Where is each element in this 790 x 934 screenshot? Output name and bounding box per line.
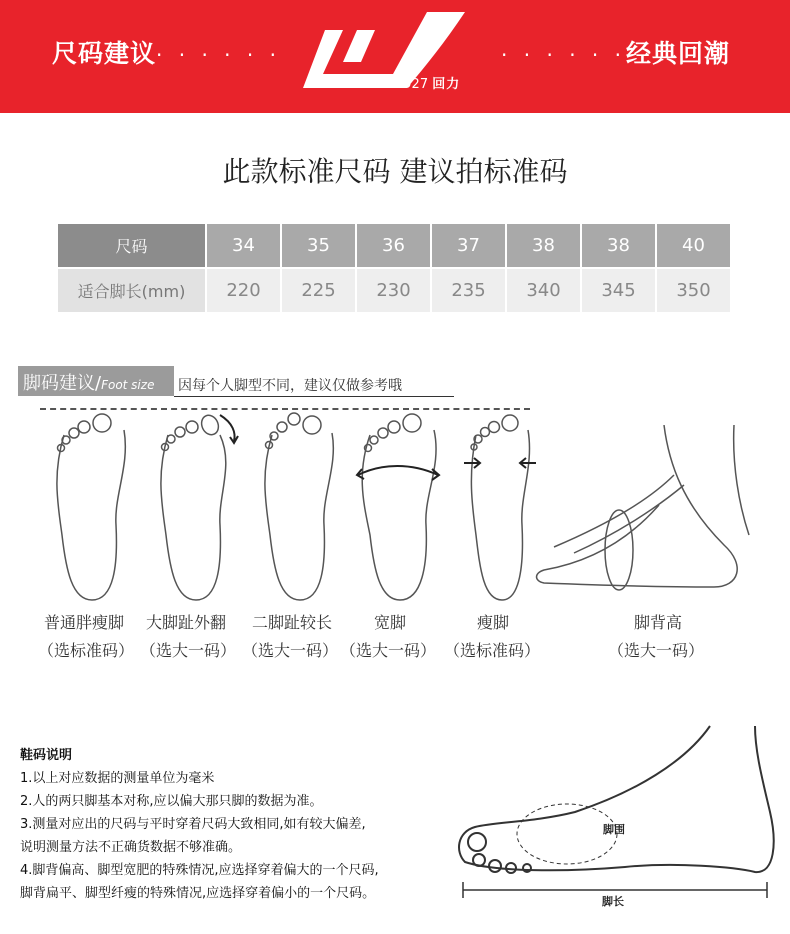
note-line: 脚背扁平、脚型纤瘦的特殊情况,应选择穿着偏小的一个尺码。 [20,886,376,901]
foot-type-name: 普通胖瘦脚 [44,613,125,632]
length-cell: 340 [506,268,581,312]
logo-year: 1927 [395,77,429,92]
size-cell: 37 [431,224,506,268]
foot-type-advice: （选大一码） [340,641,437,660]
classic-retro-heading: 经典回潮 [625,39,730,68]
foot-type-name: 宽脚 [374,613,407,632]
normal-foot-icon [44,405,136,605]
foot-type-advice: （选大一码） [608,641,705,660]
logo-caption [395,73,460,92]
size-cell: 40 [656,224,731,268]
size-header: 尺码 [58,224,206,268]
note-line: 2.人的两只脚基本对称,应以偏大那只脚的数据为准。 [20,794,323,809]
size-notes [20,744,379,905]
foot-length-row [58,268,731,312]
foot-type-name: 瘦脚 [477,613,510,632]
size-cell: 38 [506,224,581,268]
logo-brand: 回力 [432,77,461,92]
size-chart-table [58,224,732,312]
foot-type-name: 脚背高 [634,613,683,632]
banner-right-title [501,34,730,70]
foot-type-advice: （选大一码） [242,641,339,660]
decorative-dots: · · · · · · [156,43,281,67]
note-line: 4.脚背偏高、脚型宽肥的特殊情况,应选择穿着偏大的一个尺码, [20,863,379,878]
size-cell: 34 [206,224,281,268]
page-title: 此款标准尺码 建议拍标准码 [222,155,568,188]
length-cell: 220 [206,268,281,312]
high-instep-foot-icon [534,425,754,600]
foot-type-advice: （选大一码） [140,641,237,660]
length-cell: 350 [656,268,731,312]
size-row [58,224,731,268]
girth-label: 脚围 [603,823,625,836]
advice-label-cn: 脚码建议/ [23,373,102,394]
size-cell: 36 [356,224,431,268]
wide-foot-icon [352,405,444,605]
advice-label [23,369,154,395]
size-cell: 35 [281,224,356,268]
foot-size-advice-tag [18,366,174,396]
foot-type-advice: （选标准码） [444,641,541,660]
size-cell: 38 [581,224,656,268]
bunion-foot-icon [148,405,240,605]
narrow-foot-icon [454,405,546,605]
size-advice-heading: 尺码建议 [52,39,157,68]
note-line: 说明测量方法不正确货数据不够准确。 [20,840,242,855]
foot-type-name: 大脚趾外翻 [146,613,227,632]
decorative-dots: · · · · · · [501,43,626,67]
note-line: 1.以上对应数据的测量单位为毫米 [20,771,215,786]
foot-type-advice: （选标准码） [38,641,135,660]
length-label: 脚长 [602,895,624,908]
note-line: 3.测量对应出的尺码与平时穿着尺码大致相同,如有较大偏差, [20,817,366,832]
banner-left-title [52,34,281,70]
long-second-toe-foot-icon [252,405,344,605]
advice-label-en: Foot size [101,378,155,392]
header-banner [0,0,790,113]
foot-type-name: 二脚趾较长 [252,613,333,632]
foot-length-header: 适合脚长(mm) [58,268,206,312]
length-cell: 225 [281,268,356,312]
notes-heading: 鞋码说明 [20,748,73,763]
length-cell: 345 [581,268,656,312]
advice-note: 因每个人脚型不同，建议仅做参考哦 [178,378,402,394]
length-cell: 230 [356,268,431,312]
divider [174,396,454,397]
length-cell: 235 [431,268,506,312]
